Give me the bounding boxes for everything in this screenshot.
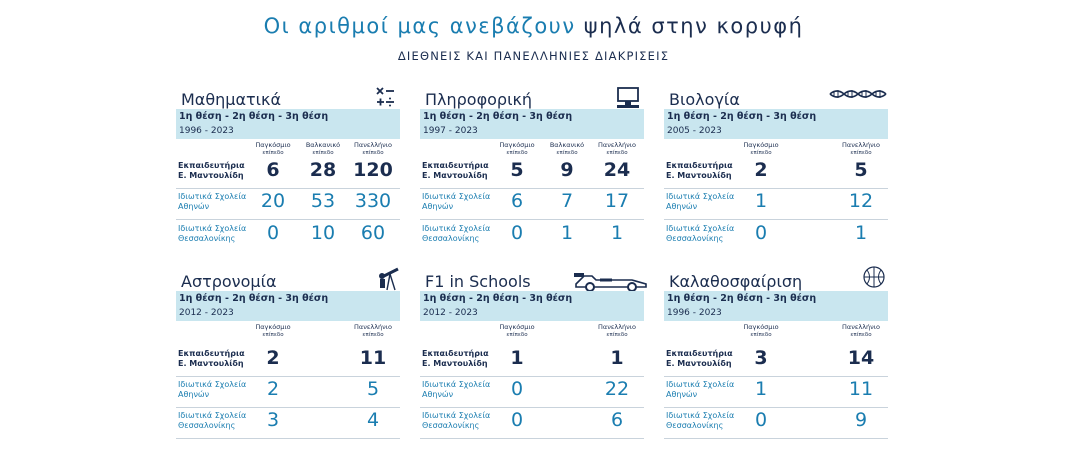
header-balkan: Βαλκανικό επίπεδο xyxy=(549,141,585,156)
panel-title: Αστρονομία xyxy=(181,272,277,291)
header-national: Πανελλήνιο επίπεδο xyxy=(598,141,636,156)
panel-title: Πληροφορική xyxy=(425,90,533,109)
panel-title: Βιολογία xyxy=(669,90,740,109)
math-symbols-icon xyxy=(340,86,400,110)
header-global: Παγκόσμιο επίπεδο xyxy=(255,141,291,156)
header-national: Πανελλήνιο επίπεδο xyxy=(842,323,880,338)
table-row: Ιδιωτικά Σχολεία Θεσσαλονίκης 0 6 xyxy=(420,408,644,439)
panel-biology xyxy=(664,86,888,268)
table-row: Ιδιωτικά Σχολεία Θεσσαλονίκης 0 9 xyxy=(664,408,888,439)
header-global: Παγκόσμιο επίπεδο xyxy=(743,323,779,338)
table-row: Ιδιωτικά Σχολεία Θεσσαλονίκης 0 1 1 xyxy=(422,222,624,244)
title-part1: Οι αριθμοί μας ανεβάζουν xyxy=(263,14,576,38)
page-subtitle: ΔΙΕΘΝΕΙΣ ΚΑΙ ΠΑΝΕΛΛΗΝΙΕΣ ΔΙΑΚΡΙΣΕΙΣ xyxy=(397,49,670,63)
panel-informatics xyxy=(420,86,644,268)
header-global: Παγκόσμιο επίπεδο xyxy=(255,323,291,338)
rank-band: 1η θέση - 2η θέση - 3η θέση 1996 - 2023 xyxy=(664,291,888,321)
table-row: Ιδιωτικά Σχολεία Θεσσαλονίκης 0 10 60 xyxy=(178,222,386,244)
dna-icon xyxy=(828,86,888,110)
computer-icon xyxy=(584,86,644,110)
table-row: Ιδιωτικά Σχολεία Αθηνών 0 22 xyxy=(420,377,644,408)
rank-band: 1η θέση - 2η θέση - 3η θέση 2005 - 2023 xyxy=(664,109,888,139)
table-row: Εκπαιδευτήρια Ε. Μαντουλίδη 3 14 xyxy=(664,346,888,377)
table-row: Ιδιωτικά Σχολεία Αθηνών 1 11 xyxy=(664,377,888,408)
table-row: Εκπαιδευτήρια Ε. Μαντουλίδη 2 5 xyxy=(664,158,888,189)
panel-astronomy xyxy=(176,268,400,450)
panel-mathematics xyxy=(176,86,400,268)
table-row: Ιδιωτικά Σχολεία Αθηνών 1 12 xyxy=(664,189,888,220)
table-row: Εκπαιδευτήρια Ε. Μαντουλίδη 1 1 xyxy=(420,346,644,377)
page-title xyxy=(0,14,1067,38)
table-row: Ιδιωτικά Σχολεία Αθηνών 6 7 17 xyxy=(420,189,644,220)
basketball-icon xyxy=(828,262,888,292)
header-national: Πανελλήνιο επίπεδο xyxy=(354,141,392,156)
panel-f1-in-schools xyxy=(420,268,644,450)
header-balkan: Βαλκανικό επίπεδο xyxy=(305,141,341,156)
header-global: Παγκόσμιο επίπεδο xyxy=(499,141,535,156)
panel-title: Καλαθοσφαίριση xyxy=(669,272,803,291)
rank-band: 1η θέση - 2η θέση - 3η θέση 1997 - 2023 xyxy=(420,109,644,139)
table-row: Ιδιωτικά Σχολεία Θεσσαλονίκης 3 4 xyxy=(176,408,400,439)
table-row: Εκπαιδευτήρια Ε. Μαντουλίδη 2 11 xyxy=(176,346,400,377)
header-national: Πανελλήνιο επίπεδο xyxy=(598,323,636,338)
header-global: Παγκόσμιο επίπεδο xyxy=(743,141,779,156)
panel-title: Μαθηματικά xyxy=(181,90,282,109)
header-national: Πανελλήνιο επίπεδο xyxy=(354,323,392,338)
title-part2: ψηλά στην κορυφή xyxy=(583,14,804,38)
header-national: Πανελλήνιο επίπεδο xyxy=(842,141,880,156)
table-row: Ιδιωτικά Σχολεία Αθηνών 2 5 xyxy=(176,377,400,408)
rank-band: 1η θέση - 2η θέση - 3η θέση 1996 - 2023 xyxy=(176,109,400,139)
panel-title: F1 in Schools xyxy=(425,272,531,291)
panel-basketball xyxy=(664,268,888,450)
table-row: Ιδιωτικά Σχολεία Θεσσαλονίκης 0 1 xyxy=(666,222,868,244)
table-row: Εκπαιδευτήρια Ε. Μαντουλίδη 5 9 24 xyxy=(420,158,644,189)
rank-band: 1η θέση - 2η θέση - 3η θέση 2012 - 2023 xyxy=(420,291,644,321)
table-row: Ιδιωτικά Σχολεία Αθηνών 20 53 330 xyxy=(176,189,400,220)
race-car-icon xyxy=(572,268,652,292)
table-row: Εκπαιδευτήρια Ε. Μαντουλίδη 6 28 120 xyxy=(176,158,400,189)
telescope-icon xyxy=(340,264,400,292)
rank-band: 1η θέση - 2η θέση - 3η θέση 2012 - 2023 xyxy=(176,291,400,321)
header-global: Παγκόσμιο επίπεδο xyxy=(499,323,535,338)
